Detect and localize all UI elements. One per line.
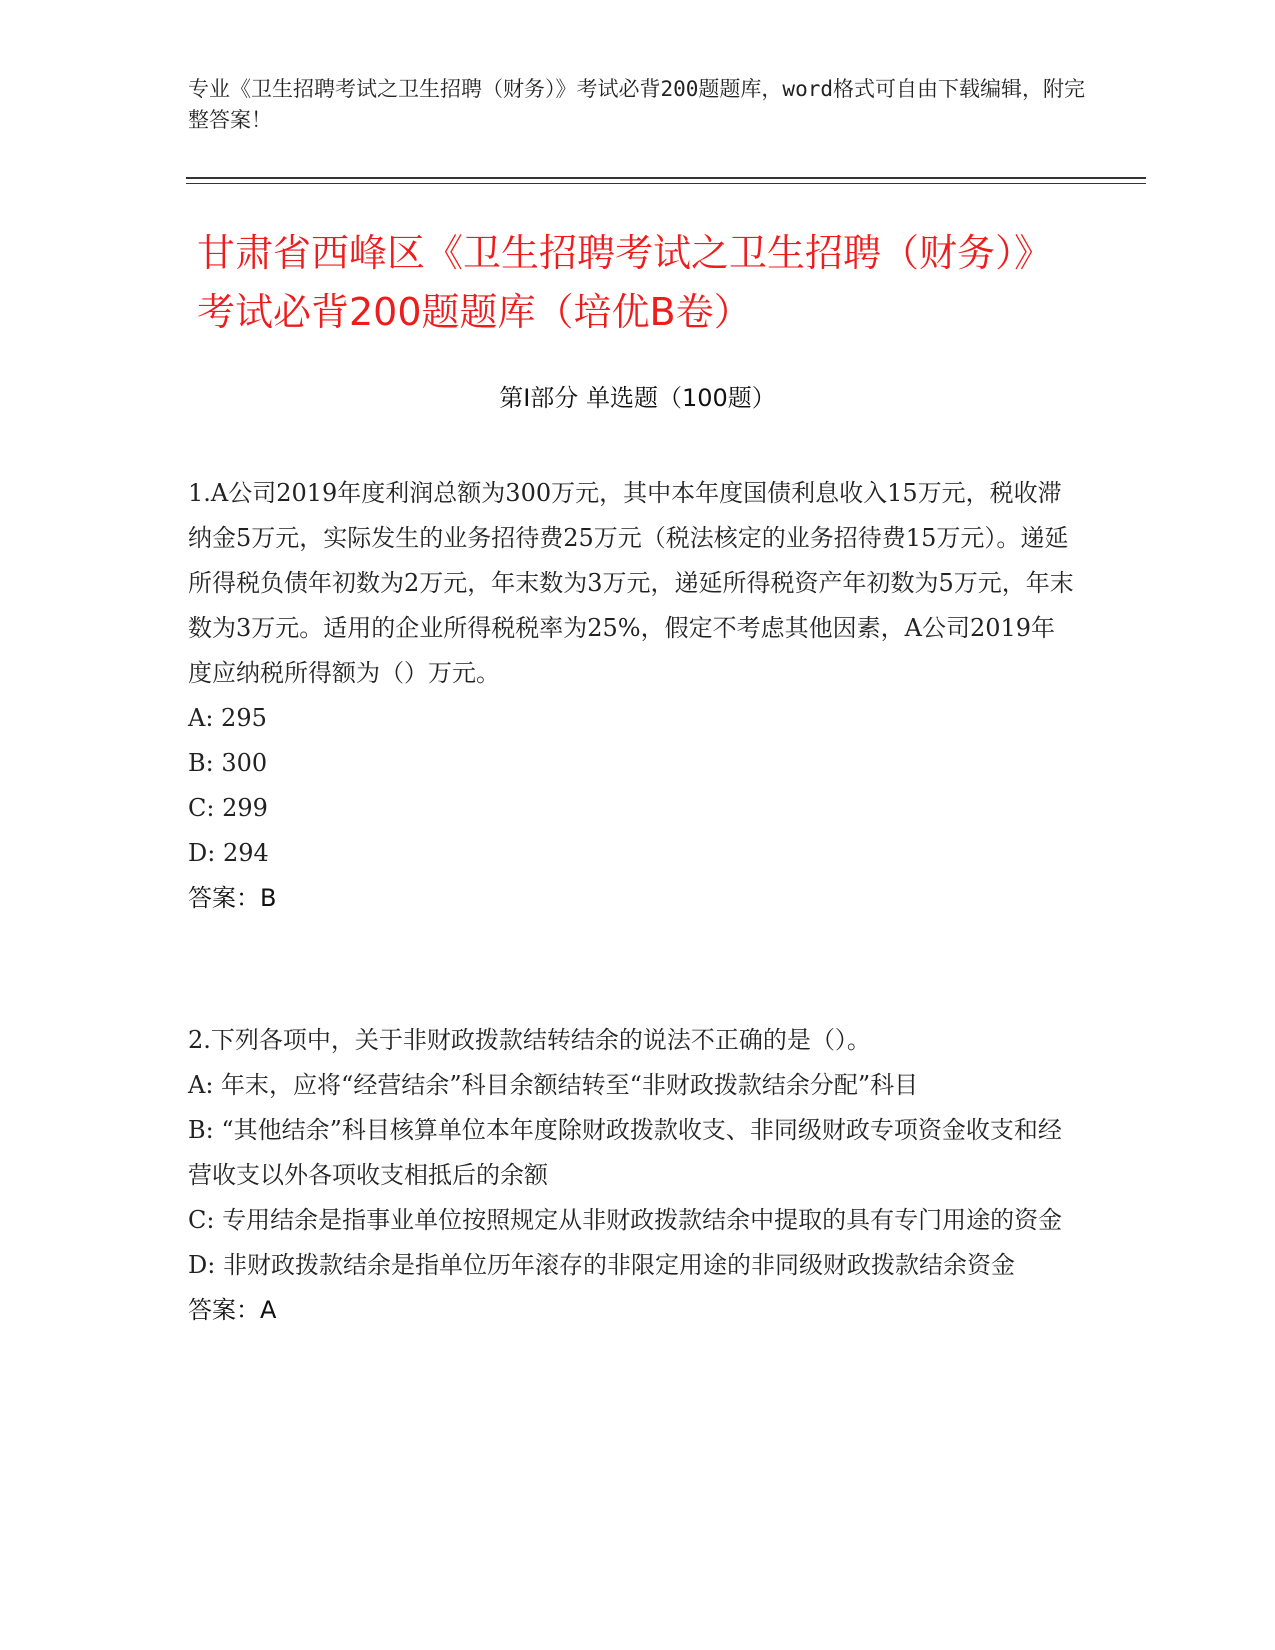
option-a: A: 295	[188, 704, 267, 732]
document-title: 甘肃省西峰区《卫生招聘考试之卫生招聘（财务）》考试必背200题题库（培优B卷）	[197, 231, 1053, 334]
answer: 答案：A	[188, 1296, 277, 1324]
option-c: C: 299	[188, 794, 268, 822]
header-divider-thin	[186, 183, 1146, 184]
option-a: A: 年末，应将“经营结余”科目余额结转至“非财政拨款结余分配”科目	[188, 1071, 919, 1099]
question-1	[188, 471, 1078, 921]
option-b: B: 300	[188, 749, 268, 777]
header-note: 专业《卫生招聘考试之卫生招聘（财务）》考试必背200题题库，word格式可自由下载编辑，附完整答案！	[188, 77, 1085, 132]
answer: 答案：B	[188, 884, 277, 912]
question-stem: 1.A公司2019年度利润总额为300万元，其中本年度国债利息收入15万元，税收滞纳金5万元，实际发生的业务招待费25万元（税法核定的业务招待费15万元）。递延所得税负债年初数为2万元，年末数为3万元，递延所得税资产年初数为5万元，年末数为3万元。适用的企业所得税税率为25%，假定不考虑其他因素，A公司2019年度应纳税所得额为（）万元。	[188, 479, 1074, 687]
option-b: B: “其他结余”科目核算单位本年度除财政拨款收支、非同级财政专项资金收支和经营收支以外各项收支相抵后的余额	[188, 1116, 1062, 1189]
option-d: D: 非财政拨款结余是指单位历年滚存的非限定用途的非同级财政拨款结余资金	[188, 1251, 1015, 1279]
option-c: C: 专用结余是指事业单位按照规定从非财政拨款结余中提取的具有专门用途的资金	[188, 1206, 1063, 1234]
option-d: D: 294	[188, 839, 269, 867]
question-stem: 2.下列各项中，关于非财政拨款结转结余的说法不正确的是（）。	[188, 1026, 871, 1054]
section-title: 第I部分 单选题（100题）	[499, 384, 776, 412]
header-divider-thick	[186, 177, 1146, 179]
question-2	[188, 1018, 1078, 1333]
